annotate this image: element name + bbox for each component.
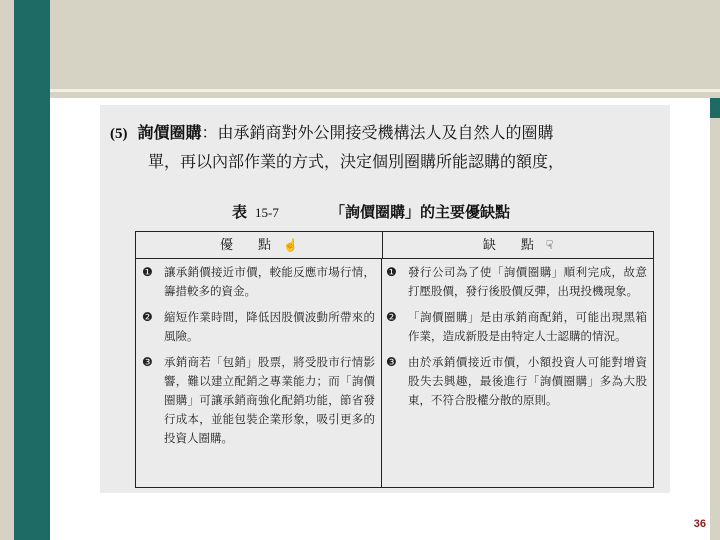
table-caption xyxy=(100,201,670,221)
advantage-item xyxy=(142,263,375,301)
table-header xyxy=(136,232,653,259)
definition-text: ：由承銷商對外公開接受機構法人及自然人的圈購 xyxy=(201,123,554,142)
pointing-down-icon: ☟ xyxy=(545,238,554,252)
advantage-text: 承銷商若「包銷」股票，將受股市行情影響，難以建立配銷之專業能力；而「詢價圈購」可讓承銷商強化配銷功能，節省發行成本，並能包裝企業形象，吸引更多的投資人圈購。 xyxy=(164,355,375,445)
number-marker-icon: ❶ xyxy=(142,265,153,279)
table-label-number: 15-7 xyxy=(255,205,279,220)
disadvantage-text: 「詢價圈購」是由承銷商配銷，可能出現黑箱作業，造成新股是由特定人士認購的情況。 xyxy=(408,310,647,343)
intro-paragraph xyxy=(100,119,660,176)
disadvantages-column xyxy=(382,259,653,487)
disadvantage-item xyxy=(386,263,647,301)
right-decor-strip xyxy=(710,98,720,540)
pros-cons-table xyxy=(135,231,654,488)
advantage-item xyxy=(142,353,375,448)
number-marker-icon: ❸ xyxy=(386,355,397,369)
number-marker-icon: ❶ xyxy=(386,265,397,279)
definition-text-cont: 單，再以內部作業的方式，決定個別圈購所能認購的額度， xyxy=(148,152,565,171)
advantages-column xyxy=(136,259,382,487)
advantage-text: 讓承銷價接近市價，較能反應市場行情，籌措較多的資金。 xyxy=(164,265,375,298)
item-number: (5) xyxy=(110,126,128,142)
disadvantage-item xyxy=(386,308,647,346)
disadvantage-item xyxy=(386,353,647,410)
number-marker-icon: ❷ xyxy=(386,310,397,324)
teal-decor-bar xyxy=(14,0,50,540)
advantages-header: 優 點 ☝ xyxy=(136,232,383,258)
disadvantage-text: 發行公司為了使「詢價圈購」順利完成，故意打壓股價，發行後股價反彈，出現投機現象。 xyxy=(408,265,647,298)
document-page xyxy=(100,105,670,493)
advantage-item xyxy=(142,308,375,346)
left-decor-bar xyxy=(0,0,14,540)
number-marker-icon: ❸ xyxy=(142,355,153,369)
disadvantage-text: 由於承銷價接近市價，小額投資人可能對增資股失去興趣，最後進行「詢價圈購」多為大股東，不符合股權分散的原則。 xyxy=(408,355,647,407)
advantage-text: 縮短作業時間，降低因股價波動所帶來的風險。 xyxy=(164,310,375,343)
table-label: 表 xyxy=(232,203,248,221)
table-title: 「詢價圈購」的主要優缺點 xyxy=(330,203,511,221)
disadvantages-header: 缺 點 ☟ xyxy=(482,238,554,253)
number-marker-icon: ❷ xyxy=(142,310,153,324)
pointing-up-icon: ☝ xyxy=(283,238,298,252)
keyword: 詢價圈購 xyxy=(137,123,202,142)
top-decor-band xyxy=(50,0,720,98)
slide-number: 36 xyxy=(693,518,706,530)
